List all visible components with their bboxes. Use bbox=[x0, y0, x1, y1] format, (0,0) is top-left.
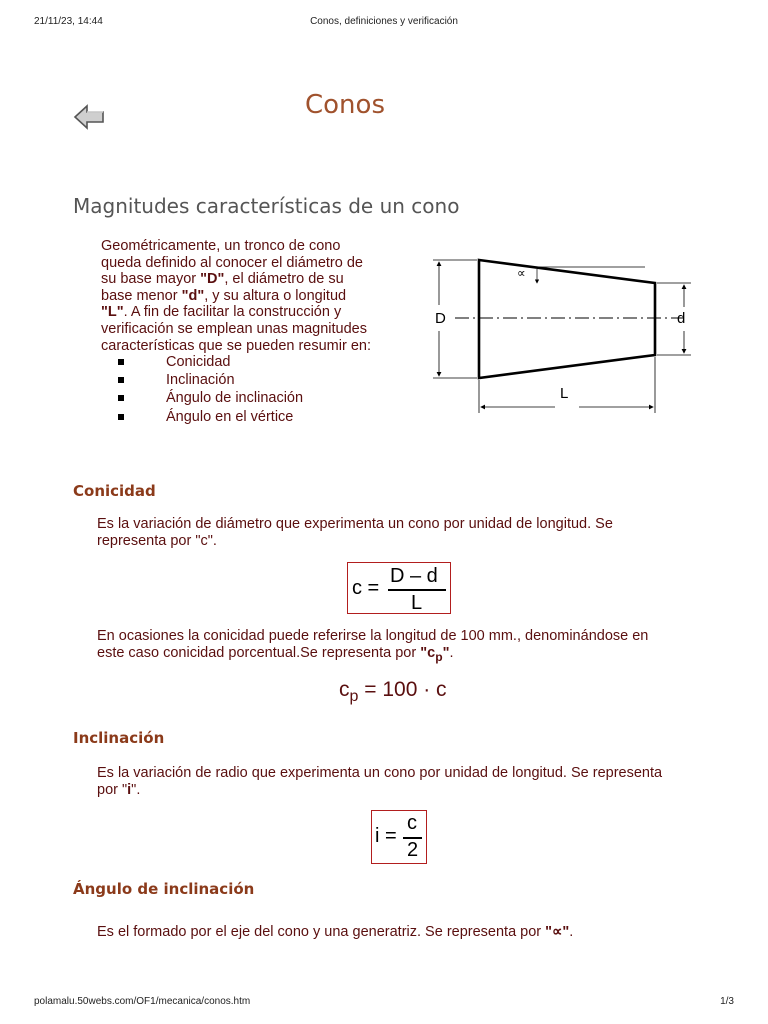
formula-lhs: c = bbox=[352, 577, 380, 599]
angulo-heading: Ángulo de inclinación bbox=[73, 880, 255, 898]
label-D: D bbox=[435, 310, 446, 327]
formula-numerator: D – d bbox=[390, 565, 438, 587]
paragraph-line: Es la variación de radio que experimenta un cono por unidad de longitud. Se representa bbox=[97, 765, 663, 781]
formula-numerator: c bbox=[407, 812, 417, 834]
print-datetime: 21/11/23, 14:44 bbox=[34, 16, 103, 27]
conicidad-heading: Conicidad bbox=[73, 482, 156, 500]
print-url: polamalu.50webs.com/OF1/mecanica/conos.htm bbox=[34, 996, 251, 1007]
inclinacion-formula bbox=[371, 810, 427, 864]
inclinacion-heading: Inclinación bbox=[73, 729, 165, 747]
list-item: Inclinación bbox=[118, 371, 303, 389]
intro-line: características que se pueden resumir en: bbox=[101, 337, 371, 354]
cp-formula: $c_p = 100 \cdot c$ bbox=[339, 678, 447, 706]
intro-line: queda definido al conocer el diámetro de bbox=[101, 254, 363, 271]
formula-lhs: i = bbox=[375, 825, 397, 847]
paragraph-line: Es la variación de diámetro que experimenta un cono por unidad de longitud. Se bbox=[97, 516, 613, 532]
paragraph-line: este caso conicidad porcentual.Se representa por "$c_p$". bbox=[97, 644, 454, 664]
intro-paragraph bbox=[101, 238, 401, 354]
inclinacion-paragraph bbox=[97, 765, 747, 798]
list-item: Ángulo de inclinación bbox=[118, 389, 303, 407]
conicidad-paragraph bbox=[97, 516, 697, 549]
formula-denominator: 2 bbox=[407, 839, 419, 861]
label-d: d bbox=[677, 310, 686, 327]
paragraph-line: En ocasiones la conicidad puede referirse la longitud de 100 mm., denominándose en bbox=[97, 628, 649, 644]
list-item: Conicidad bbox=[118, 353, 303, 371]
print-doc-title: Conos, definiciones y verificación bbox=[310, 16, 458, 27]
paragraph-line: por "i". bbox=[97, 781, 141, 798]
paragraph-line: representa por "c". bbox=[97, 532, 217, 549]
list-item: Ángulo en el vértice bbox=[118, 408, 303, 426]
conicidad-formula bbox=[347, 562, 451, 614]
intro-line: Geométricamente, un tronco de cono bbox=[101, 238, 341, 254]
intro-line: base menor "d", y su altura o longitud bbox=[101, 287, 347, 304]
intro-line: verificación se emplean unas magnitudes bbox=[101, 320, 367, 337]
intro-line: su base mayor "D", el diámetro de su bbox=[101, 271, 344, 288]
cone-diagram bbox=[425, 245, 695, 420]
formula-denominator: L bbox=[411, 592, 423, 614]
page-title: Conos bbox=[305, 90, 385, 120]
cone-outline bbox=[479, 260, 655, 378]
fraction-line bbox=[388, 589, 446, 591]
intro-line: "L". A fin de facilitar la construcción y bbox=[101, 304, 342, 321]
magnitudes-list bbox=[118, 353, 303, 426]
label-L: L bbox=[560, 385, 569, 402]
conicidad-porcentual-paragraph bbox=[97, 628, 737, 665]
print-page-number: 1/3 bbox=[720, 996, 734, 1007]
section-title: Magnitudes características de un cono bbox=[73, 194, 460, 218]
label-alpha: ∝ bbox=[517, 266, 526, 280]
angulo-paragraph: Es el formado por el eje del cono y una generatriz. Se representa por "∝". bbox=[97, 924, 574, 940]
